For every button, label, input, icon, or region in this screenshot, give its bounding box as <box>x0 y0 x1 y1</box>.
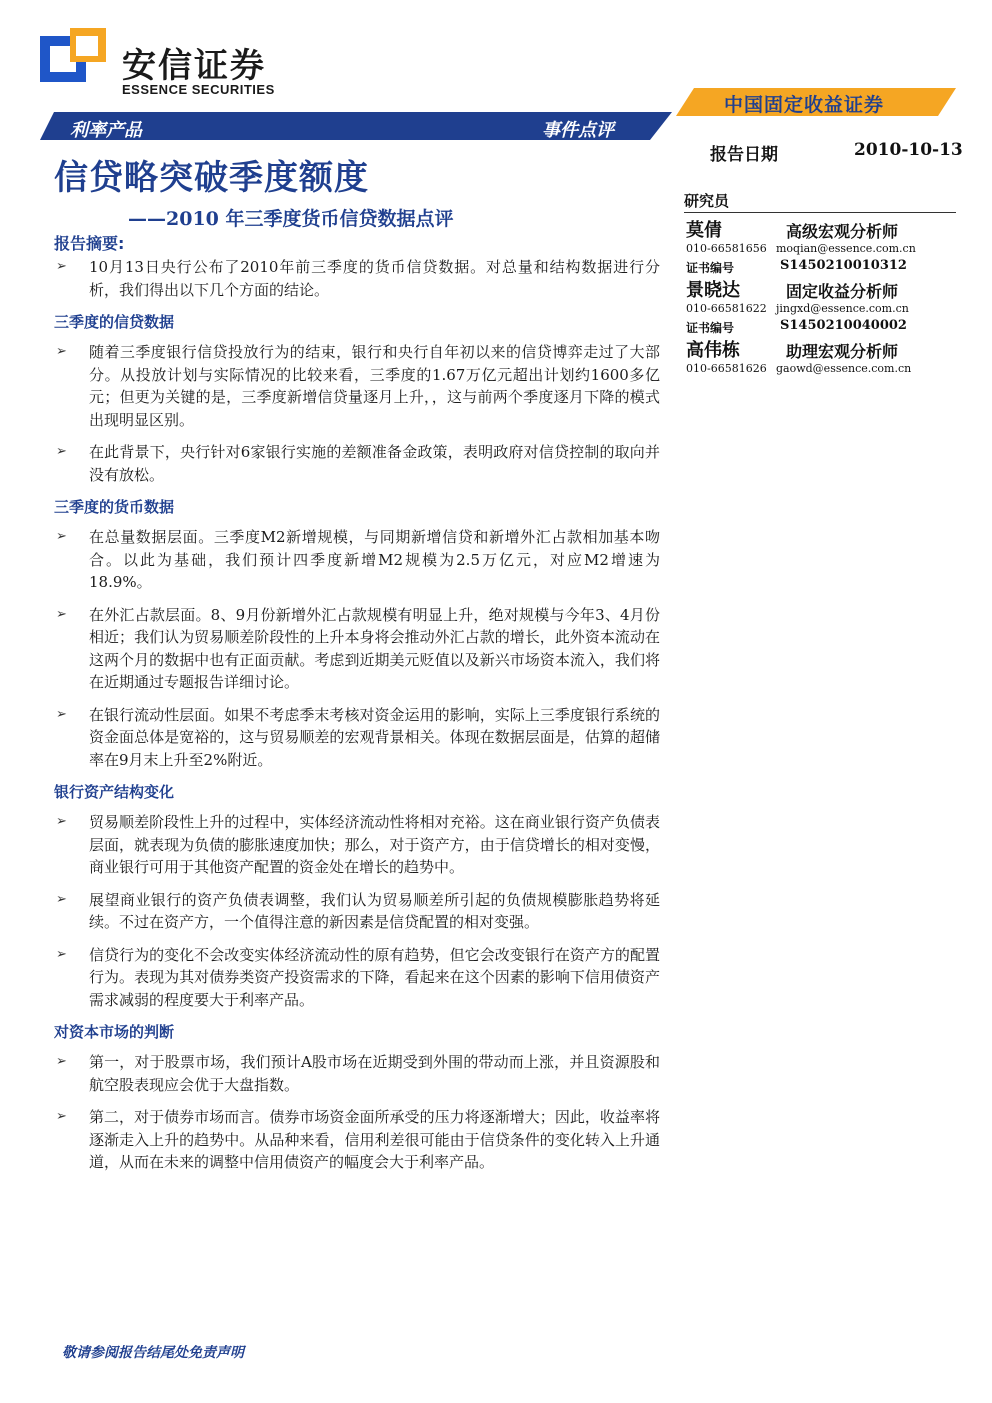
analyst-contact <box>684 302 956 318</box>
section-bullet <box>54 1051 660 1096</box>
analyst-sidebar <box>684 190 956 378</box>
report-type-label: 事件点评 <box>542 120 614 141</box>
analyst-email[interactable]: jingxd@essence.com.cn <box>776 302 909 315</box>
report-body <box>54 232 660 1184</box>
section-heading: 银行资产结构变化 <box>54 783 175 801</box>
bullet-arrow-icon: ➢ <box>56 891 67 907</box>
bullet-text: 在银行流动性层面。如果不考虑季末考核对资金运用的影响，实际上三季度银行系统的资金面总体是宽裕的，这与贸易顺差的宏观背景相关。体现在数据层面是，估算的超储率在9月末上升至2%附近。 <box>89 705 660 769</box>
bullet-arrow-icon: ➢ <box>56 259 67 274</box>
section-bullet <box>54 526 660 594</box>
category-label: 利率产品 <box>70 120 142 141</box>
analyst-name: 高伟栋 <box>686 340 740 361</box>
analyst-title: 高级宏观分析师 <box>786 222 899 241</box>
bullet-text: 贸易顺差阶段性上升的过程中，实体经济流动性将相对充裕。这在商业银行资产负债表层面，就表现为负债的膨胀速度加快；那么，对于资产方，由于信贷增长的相对变慢，商业银行可用于其他资产配置的资金处在增长的趋势中。 <box>89 813 660 876</box>
report-title: 信贷略突破季度额度 <box>54 158 369 198</box>
analyst-contact <box>684 242 956 258</box>
company-logo <box>40 24 300 104</box>
section-bullet <box>54 441 660 486</box>
analyst-cert <box>684 258 956 276</box>
orange-banner-text: 中国固定收益证券 <box>724 94 885 116</box>
section-bullet <box>54 889 660 934</box>
summary-heading: 报告摘要: <box>54 234 125 253</box>
report-subtitle: ——2010 年三季度货币信贷数据点评 <box>128 208 454 230</box>
bullet-arrow-icon: ➢ <box>56 344 67 359</box>
logo-chinese-name: 安信证券 <box>122 46 266 86</box>
bullet-arrow-icon: ➢ <box>56 1109 67 1124</box>
analyst-cert <box>684 318 956 336</box>
section-bullet <box>54 704 660 772</box>
analyst-name: 莫倩 <box>686 220 722 241</box>
section-bullet <box>54 1106 660 1174</box>
analyst-row <box>684 276 956 302</box>
section-bullet <box>54 341 660 431</box>
analyst-phone: 010-66581656 <box>686 242 767 255</box>
bullet-text: 展望商业银行的资产负债表调整，我们认为贸易顺差所引起的负债规模膨胀趋势将延续。不过在资产方，一个值得注意的新因素是信贷配置的相对变强。 <box>89 890 660 931</box>
cert-number: S1450210010312 <box>780 258 907 273</box>
section-bullet <box>54 604 660 694</box>
bullet-arrow-icon: ➢ <box>56 814 67 829</box>
section-heading: 三季度的货币数据 <box>54 498 175 516</box>
analyst-row <box>684 216 956 242</box>
report-date-value: 2010-10-13 <box>854 140 963 160</box>
section-bullet <box>54 944 660 1012</box>
bullet-text: 信贷行为的变化不会改变实体经济流动性的原有趋势，但它会改变银行在资产方的配置行为。表现为其对债券类资产投资需求的下降，看起来在这个因素的影响下信用债资产需求减弱的程度要大于利率产品。 <box>89 945 660 1009</box>
disclaimer-footer: 敬请参阅报告结尾处免责声明 <box>62 1345 244 1361</box>
bullet-arrow-icon: ➢ <box>56 529 67 544</box>
analyst-phone: 010-66581626 <box>686 362 767 375</box>
bullet-text: 在外汇占款层面。8、9月份新增外汇占款规模有明显上升，绝对规模与今年3、4月份相近；我们认为贸易顺差阶段性的上升本身将会推动外汇占款的增长，此外资本流动在这两个月的数据中也有正面贡献。考虑到近期美元贬值以及新兴市场资本流入，我们将在近期通过专题报告详细讨论。 <box>89 605 660 691</box>
analyst-name: 景晓达 <box>686 280 740 301</box>
analyst-phone: 010-66581622 <box>686 302 767 315</box>
intro-bullet <box>54 256 660 301</box>
bullet-arrow-icon: ➢ <box>56 444 67 459</box>
analyst-contact <box>684 362 956 378</box>
cert-label: 证书编号 <box>686 261 735 275</box>
blue-category-banner <box>40 112 672 140</box>
analyst-row <box>684 336 956 362</box>
bullet-arrow-icon: ➢ <box>56 946 67 962</box>
bullet-text: 第一，对于股票市场，我们预计A股市场在近期受到外围的带动而上涨，并且资源股和航空股表现应会优于大盘指数。 <box>89 1053 660 1094</box>
researcher-heading: 研究员 <box>684 192 730 210</box>
bullet-text: 第二，对于债券市场而言。债券市场资金面所承受的压力将逐渐增大；因此，收益率将逐渐走入上升的趋势中。从品种来看，信用利差很可能由于信贷条件的变化转入上升通道，从而在未来的调整中信用债资产的幅度会大于利率产品。 <box>89 1108 660 1171</box>
bullet-text: 在总量数据层面。三季度M2新增规模，与同期新增信贷和新增外汇占款相加基本吻合。以此为基础，我们预计四季度新增M2规模为2.5万亿元，对应M2增速为18.9%。 <box>89 528 660 591</box>
analyst-title: 固定收益分析师 <box>786 282 899 301</box>
logo-english-name: ESSENCE SECURITIES <box>122 82 275 97</box>
bullet-text: 在此背景下，央行针对6家银行实施的差额准备金政策，表明政府对信贷控制的取向并没有放松。 <box>89 443 660 484</box>
logo-mark-icon <box>40 28 106 82</box>
section-heading: 对资本市场的判断 <box>54 1023 175 1041</box>
bullet-arrow-icon: ➢ <box>56 706 67 722</box>
analyst-email[interactable]: moqian@essence.com.cn <box>776 242 916 255</box>
cert-number: S1450210040002 <box>780 318 907 333</box>
bullet-text: 10月13日央行公布了2010年前三季度的货币信贷数据。对总量和结构数据进行分析，我们得出以下几个方面的结论。 <box>89 258 660 299</box>
section-bullet <box>54 811 660 879</box>
analyst-email[interactable]: gaowd@essence.com.cn <box>776 362 912 375</box>
report-date-label: 报告日期 <box>710 145 778 165</box>
analyst-title: 助理宏观分析师 <box>786 342 899 361</box>
bullet-arrow-icon: ➢ <box>56 1054 67 1069</box>
bullet-text: 随着三季度银行信贷投放行为的结束，银行和央行自年初以来的信贷博弈走过了大部分。从投放计划与实际情况的比较来看，三季度的1.67万亿元超出计划约1600多亿元；但更为关键的是，三季度新增信贷量逐月上升，，这与前两个季度逐月下降的模式出现明显区别。 <box>89 343 660 429</box>
section-heading: 三季度的信贷数据 <box>54 313 175 331</box>
bullet-arrow-icon: ➢ <box>56 606 67 622</box>
cert-label: 证书编号 <box>686 321 735 335</box>
orange-category-banner <box>676 88 956 116</box>
sidebar-divider <box>684 212 956 213</box>
